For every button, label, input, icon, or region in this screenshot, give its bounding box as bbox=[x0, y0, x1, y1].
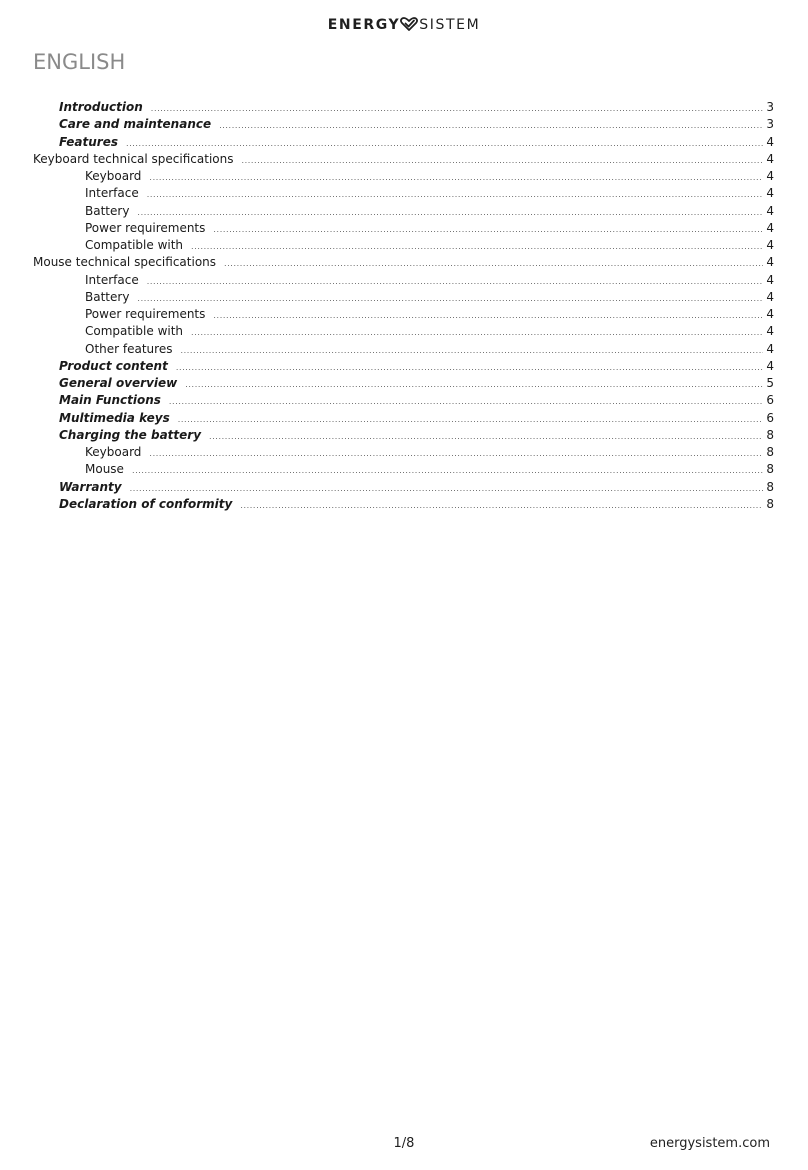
toc-entry-label: Mouse bbox=[85, 462, 124, 477]
toc-entry-label: Interface bbox=[85, 272, 139, 287]
brand-name-part1: ENERGY bbox=[327, 17, 401, 33]
toc-leader-dots bbox=[132, 462, 763, 479]
toc-entry-page-number: 8 bbox=[766, 445, 774, 459]
toc-entry-page-number: 6 bbox=[766, 410, 774, 425]
website-link[interactable]: energysistem.com bbox=[649, 1136, 770, 1151]
toc-entry[interactable] bbox=[33, 410, 774, 427]
toc-entry-page-number: 8 bbox=[766, 462, 774, 477]
toc-entry-page-number: 4 bbox=[766, 220, 774, 235]
toc-entry-label: Introduction bbox=[59, 100, 143, 114]
toc-leader-dots bbox=[191, 324, 763, 341]
toc-entry[interactable] bbox=[33, 237, 774, 254]
toc-entry-label: Product content bbox=[59, 358, 168, 373]
toc-leader-dots bbox=[149, 169, 763, 186]
table-of-contents bbox=[33, 99, 774, 513]
toc-leader-dots bbox=[126, 135, 763, 152]
toc-entry-page-number: 4 bbox=[766, 358, 774, 373]
toc-entry[interactable] bbox=[33, 116, 774, 133]
toc-entry[interactable] bbox=[33, 272, 774, 289]
toc-entry-page-number: 4 bbox=[766, 255, 774, 270]
toc-entry-page-number: 4 bbox=[766, 186, 774, 201]
toc-entry-page-number: 4 bbox=[766, 289, 774, 304]
toc-entry-page-number: 4 bbox=[766, 324, 774, 339]
toc-entry-label: Warranty bbox=[59, 479, 122, 494]
toc-leader-dots bbox=[213, 307, 763, 324]
toc-leader-dots bbox=[224, 255, 763, 272]
toc-entry-label: Compatible with bbox=[85, 324, 184, 339]
toc-entry-label: Care and maintenance bbox=[59, 117, 212, 132]
toc-entry-page-number: 4 bbox=[766, 203, 774, 218]
toc-entry[interactable] bbox=[33, 185, 774, 202]
toc-entry[interactable] bbox=[33, 306, 774, 323]
toc-entry[interactable] bbox=[33, 427, 774, 444]
toc-leader-dots bbox=[191, 238, 763, 255]
toc-entry[interactable] bbox=[33, 203, 774, 220]
toc-entry-page-number: 8 bbox=[766, 427, 774, 442]
toc-leader-dots bbox=[147, 273, 763, 290]
toc-leader-dots bbox=[169, 393, 763, 410]
toc-entry-label: Main Functions bbox=[59, 393, 161, 408]
toc-entry[interactable] bbox=[33, 444, 774, 461]
toc-entry[interactable] bbox=[33, 99, 774, 116]
toc-entry-page-number: 4 bbox=[766, 134, 774, 149]
toc-entry-page-number: 8 bbox=[766, 496, 774, 511]
toc-leader-dots bbox=[209, 428, 763, 445]
toc-entry[interactable] bbox=[33, 358, 774, 375]
brand-name-part2: SISTEM bbox=[419, 17, 481, 33]
toc-leader-dots bbox=[180, 342, 763, 359]
toc-entry-label: Battery bbox=[85, 289, 130, 304]
toc-entry[interactable] bbox=[33, 289, 774, 306]
toc-entry-page-number: 4 bbox=[766, 341, 774, 356]
toc-leader-dots bbox=[219, 117, 763, 134]
toc-entry-label: Keyboard technical specifications bbox=[33, 151, 234, 166]
toc-entry[interactable] bbox=[33, 151, 774, 168]
page-indicator: 1/8 bbox=[393, 1136, 415, 1151]
toc-entry[interactable] bbox=[33, 375, 774, 392]
toc-leader-dots bbox=[241, 152, 763, 169]
toc-entry-page-number: 8 bbox=[766, 479, 774, 494]
toc-entry-page-number: 6 bbox=[766, 393, 774, 408]
toc-entry[interactable] bbox=[33, 392, 774, 409]
toc-leader-dots bbox=[176, 359, 763, 376]
toc-entry-label: Features bbox=[59, 134, 118, 149]
toc-entry-label: Multimedia keys bbox=[59, 410, 170, 425]
toc-entry-page-number: 4 bbox=[766, 272, 774, 287]
toc-entry-page-number: 4 bbox=[766, 169, 774, 183]
brand-logo bbox=[0, 15, 808, 35]
toc-entry-label: Mouse technical specifications bbox=[33, 255, 217, 270]
toc-entry[interactable] bbox=[33, 254, 774, 271]
toc-entry[interactable] bbox=[33, 341, 774, 358]
toc-entry-page-number: 3 bbox=[766, 100, 774, 114]
toc-entry[interactable] bbox=[33, 496, 774, 513]
toc-entry[interactable] bbox=[33, 220, 774, 237]
toc-leader-dots bbox=[137, 204, 763, 221]
toc-entry-label: Power requirements bbox=[85, 220, 206, 235]
heart-check-icon bbox=[400, 17, 418, 31]
toc-entry[interactable] bbox=[33, 168, 774, 185]
toc-leader-dots bbox=[147, 186, 763, 203]
toc-entry[interactable] bbox=[33, 461, 774, 478]
toc-entry-label: Power requirements bbox=[85, 307, 206, 321]
toc-entry-page-number: 4 bbox=[766, 307, 774, 321]
toc-leader-dots bbox=[213, 221, 763, 238]
toc-entry-page-number: 4 bbox=[766, 238, 774, 252]
toc-entry-label: General overview bbox=[59, 376, 178, 390]
toc-entry[interactable] bbox=[33, 134, 774, 151]
toc-leader-dots bbox=[151, 100, 763, 117]
toc-leader-dots bbox=[240, 497, 763, 514]
toc-leader-dots bbox=[137, 290, 763, 307]
toc-entry[interactable] bbox=[33, 323, 774, 340]
toc-entry-label: Battery bbox=[85, 203, 130, 218]
toc-leader-dots bbox=[149, 445, 763, 462]
toc-entry-label: Other features bbox=[85, 341, 173, 356]
toc-entry-label: Keyboard bbox=[85, 169, 142, 183]
toc-entry-page-number: 4 bbox=[766, 151, 774, 166]
toc-entry-label: Declaration of conformity bbox=[59, 496, 233, 511]
toc-entry-page-number: 3 bbox=[766, 117, 774, 132]
toc-leader-dots bbox=[130, 480, 763, 497]
toc-entry[interactable] bbox=[33, 479, 774, 496]
toc-entry-label: Charging the battery bbox=[59, 427, 202, 442]
toc-entry-label: Compatible with bbox=[85, 238, 184, 252]
section-title: ENGLISH bbox=[33, 50, 126, 74]
toc-entry-label: Keyboard bbox=[85, 445, 142, 459]
toc-entry-label: Interface bbox=[85, 186, 139, 201]
toc-leader-dots bbox=[178, 411, 763, 428]
toc-leader-dots bbox=[185, 376, 763, 393]
toc-entry-page-number: 5 bbox=[766, 376, 774, 390]
